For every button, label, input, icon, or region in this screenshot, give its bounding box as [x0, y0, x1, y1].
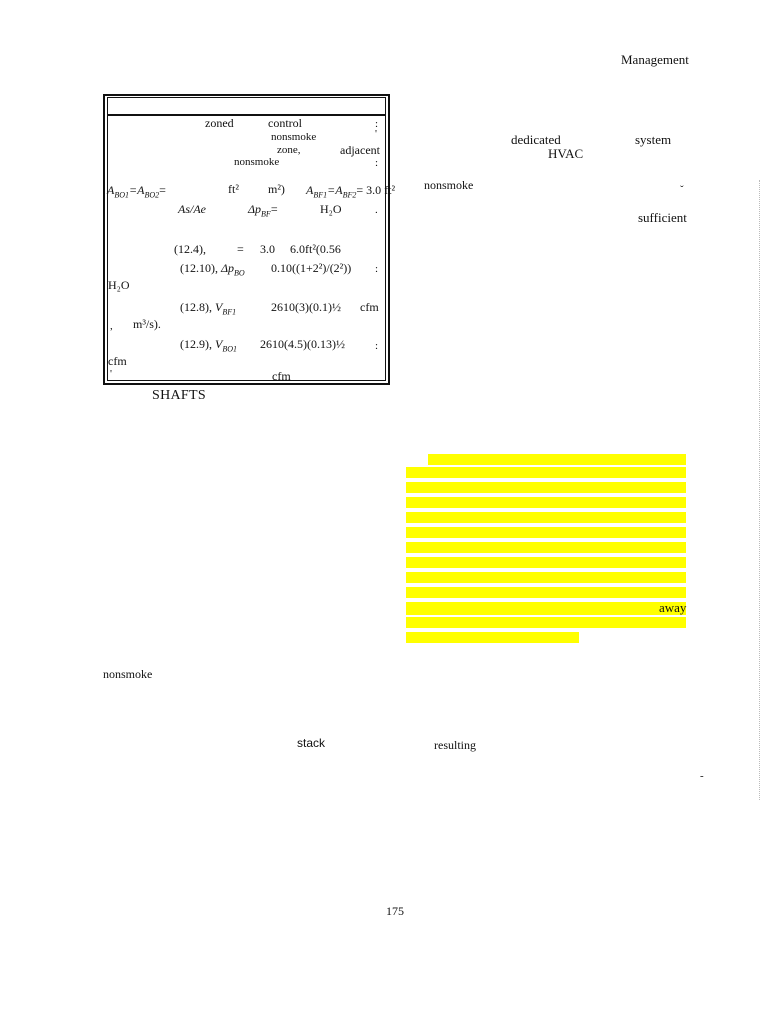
right-mark-1: ˇ [680, 184, 684, 196]
running-header: Management [621, 52, 689, 67]
box-equation-bf: $A_{BF1}=A_{BF2}= 3.0$ ft² [306, 183, 396, 200]
highlight-line-12 [406, 617, 686, 628]
highlight-line-3 [406, 482, 686, 493]
box-eq-ref-12-10: (12.10), $\Delta p_{BO}$ [180, 261, 245, 278]
box-mark-5: : [375, 263, 379, 275]
box-unit-h2o-2: H₂O [108, 278, 130, 292]
box-word-control: control [268, 116, 302, 130]
highlight-line-10 [406, 587, 686, 598]
box-unit-m3s: m³/s). [133, 317, 161, 331]
highlight-word-away: away [659, 600, 687, 615]
box-unit-m2: m²) [268, 182, 285, 196]
section-heading: SHAFTS [152, 388, 206, 403]
right-word-nonsmoke: nonsmoke [424, 178, 474, 192]
box-equation-areas: $A_{BO1}=A_{BO2}=$ [107, 183, 166, 200]
box-word-zoned: zoned [205, 116, 234, 130]
box-eq-equals: = [237, 242, 244, 256]
highlight-line-1 [428, 454, 686, 465]
left-word-nonsmoke: nonsmoke [103, 667, 153, 681]
right-word-dedicated: dedicated [511, 132, 561, 147]
box-word-zone: zone, [277, 144, 301, 156]
box-unit-cfm-3: cfm [272, 369, 291, 383]
box-unit-ft2: ft² [228, 182, 239, 196]
box-mark-7: : [375, 340, 379, 352]
box-mark-2: ' [375, 128, 377, 140]
highlight-line-8 [406, 557, 686, 568]
box-mark-4: . [375, 204, 378, 216]
highlight-line-5 [406, 512, 686, 523]
box-value-vbf1: 2610(3)(0.1)½ [271, 300, 341, 314]
highlight-line-6 [406, 527, 686, 538]
box-mark-1: : [375, 118, 379, 130]
highlight-line-9 [406, 572, 686, 583]
lower-word-stack: stack [297, 736, 326, 750]
box-eq-ref-12-8: (12.8), $V_{BF1}$ [180, 300, 237, 317]
right-word-sufficient: sufficient [638, 210, 687, 225]
highlight-line-11 [406, 602, 686, 615]
page-number: 175 [386, 904, 404, 918]
box-unit-cfm-1: cfm [360, 300, 379, 314]
box-dp-bf: $\Delta p_{BF}=$ [248, 202, 278, 219]
example-box-title-rule [108, 114, 385, 116]
right-word-system: system [635, 132, 672, 147]
box-mark-8: ' [110, 368, 112, 380]
box-eq-ref-12-4: (12.4), [174, 242, 206, 256]
scan-edge-artifact [759, 180, 761, 800]
highlight-line-2 [406, 467, 686, 478]
lower-mark: - [700, 770, 704, 782]
right-word-hvac: HVAC [548, 146, 584, 161]
lower-word-resulting: resulting [434, 738, 476, 752]
box-value-dpbo: 0.10((1+2²)/(2²)) [271, 261, 352, 275]
box-mark-6: , [110, 320, 113, 332]
box-mark-3: : [375, 157, 379, 169]
highlight-line-4 [406, 497, 686, 508]
box-value-3-0: 3.0 [260, 242, 275, 256]
highlight-line-7 [406, 542, 686, 553]
box-unit-cfm-2: cfm [108, 354, 127, 368]
box-word-nonsmoke-1: nonsmoke [271, 131, 317, 143]
highlight-line-13 [406, 632, 579, 643]
box-value-vbo1: 2610(4.5)(0.13)½ [260, 337, 345, 351]
box-ratio: As/Ae [178, 202, 206, 216]
box-eq-ref-12-9: (12.9), $V_{BO1}$ [180, 337, 238, 354]
box-word-adjacent: adjacent [340, 143, 380, 157]
box-word-nonsmoke-2: nonsmoke [234, 156, 280, 168]
box-unit-h2o-1: H₂O [320, 202, 342, 216]
box-value-area: 6.0ft²(0.56 [290, 242, 341, 256]
